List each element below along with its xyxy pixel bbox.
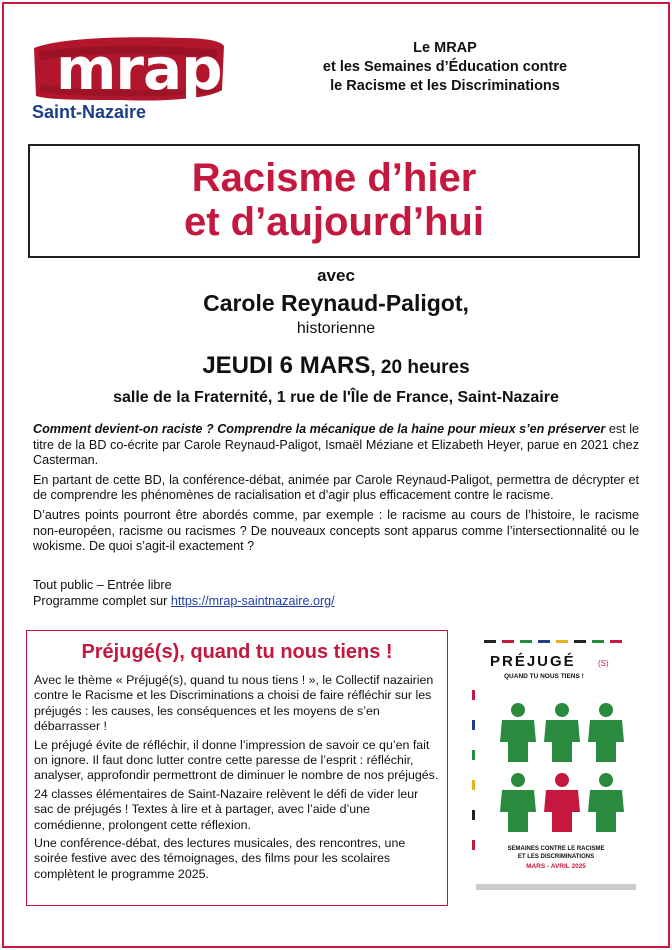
poster-title-suffix: (S) xyxy=(598,659,609,668)
event-venue: salle de la Fraternité, 1 rue de l'Île de France, Saint-Nazaire xyxy=(113,389,559,406)
practical-info xyxy=(33,578,335,609)
speaker-role: historienne xyxy=(296,320,376,337)
poster-footer-1: SEMAINES CONTRE LE RACISME xyxy=(507,846,605,852)
poster-title: PRÉJUGÉ xyxy=(490,653,576,670)
poster-figure xyxy=(544,773,580,832)
public-info: Tout public – Entrée libre xyxy=(33,578,172,592)
with-label: avec xyxy=(317,266,355,285)
poster-footer-2: ET LES DISCRIMINATIONS xyxy=(517,854,595,860)
header-line-2: et les Semaines d’Éducation contre xyxy=(322,59,568,75)
poster-figure xyxy=(588,703,624,762)
logo-brand: mrap xyxy=(56,35,222,103)
box-paragraph-2: Le préjugé évite de réfléchir, il donne l’impression de savoir ce qu’en fait on ignore. Il faut donc lutter contre cette paresse de l’esprit : réfléchir, analyser, approfondir permettront de diminuer le nombre de nos préjugés. xyxy=(34,737,439,783)
title-line-2: et d’aujourd’hui xyxy=(184,200,484,244)
prejuges-box xyxy=(26,630,448,906)
box-paragraph-4: Une conférence-débat, des lectures musicales, des rencontres, une soirée festive avec des témoignages, des films pour les scolaires complètent le programme 2025. xyxy=(34,836,406,881)
header-line-3: le Racisme et les Discriminations xyxy=(330,78,560,94)
poster-dates: MARS - AVRIL 2025 xyxy=(526,863,586,870)
poster-figure xyxy=(588,773,624,832)
header-line-1: Le MRAP xyxy=(413,40,477,56)
paragraph-2: En partant de cette BD, la conférence-débat, animée par Carole Reynaud-Paligot, permettra de décrypter et de comprendre les phénomènes de racialisation et d’agir plus efficacement contre le racisme. xyxy=(33,472,639,503)
poster-illustration xyxy=(466,630,646,900)
description xyxy=(33,422,639,559)
program-label: Programme complet sur xyxy=(33,593,171,608)
event-date xyxy=(0,352,672,380)
logo-city: Saint-Nazaire xyxy=(32,102,147,122)
event-day: JEUDI 6 MARS xyxy=(202,352,371,379)
poster-figure xyxy=(544,703,580,762)
box-paragraph-1: Avec le thème « Préjugé(s), quand tu nous tiens ! », le Collectif nazairien contre le Racisme et les Discriminations a choisi de faire réfléchir sur les préjugés : les causes, les conséquences et les moyens de s’en débarrasser ! xyxy=(34,673,434,734)
mrap-logo xyxy=(30,34,228,126)
poster-figure xyxy=(500,773,536,832)
box-title: Préjugé(s), quand tu nous tiens ! xyxy=(81,641,393,663)
title-box xyxy=(28,144,640,258)
book-title: Comment devient-on raciste ? Comprendre la mécanique de la haine pour mieux s’en préserver xyxy=(33,422,606,436)
poster-image xyxy=(466,630,646,900)
speaker-name: Carole Reynaud-Paligot, xyxy=(203,290,469,316)
poster-subtitle: QUAND TU NOUS TIENS ! xyxy=(504,673,584,680)
program-line xyxy=(33,594,335,610)
organizer-header xyxy=(300,39,590,96)
paragraph-3: D’autres points pourront être abordés comme, par exemple : le racisme au cours de l’histoire, le racisme non-européen, racisme ou racismes ? De nouveaux concepts sont apparus comme l’intersectionnalité ou le wokisme. De quoi s’agit-il exactement ? xyxy=(33,507,639,554)
title-line-1: Racisme d’hier xyxy=(191,156,477,200)
program-link[interactable]: https://mrap-saintnazaire.org/ xyxy=(170,593,335,608)
poster-figure xyxy=(500,703,536,762)
paragraph-1-rest: est le titre de la BD co-écrite par Carole Reynaud-Paligot, Ismaël Méziane et Elizabeth Heyer, parue en 2021 chez Casterman. xyxy=(33,422,639,468)
paragraph-1 xyxy=(33,422,639,469)
sponsor-logos xyxy=(476,884,636,890)
box-body xyxy=(34,673,440,885)
box-paragraph-3: 24 classes élémentaires de Saint-Nazaire relèvent le défi de vider leur sac de préjugés ! Textes à lire et à partager, avec l’aide d’une comédienne, prolongent cette réflexion. xyxy=(34,786,419,832)
event-time: , 20 heures xyxy=(370,357,470,378)
